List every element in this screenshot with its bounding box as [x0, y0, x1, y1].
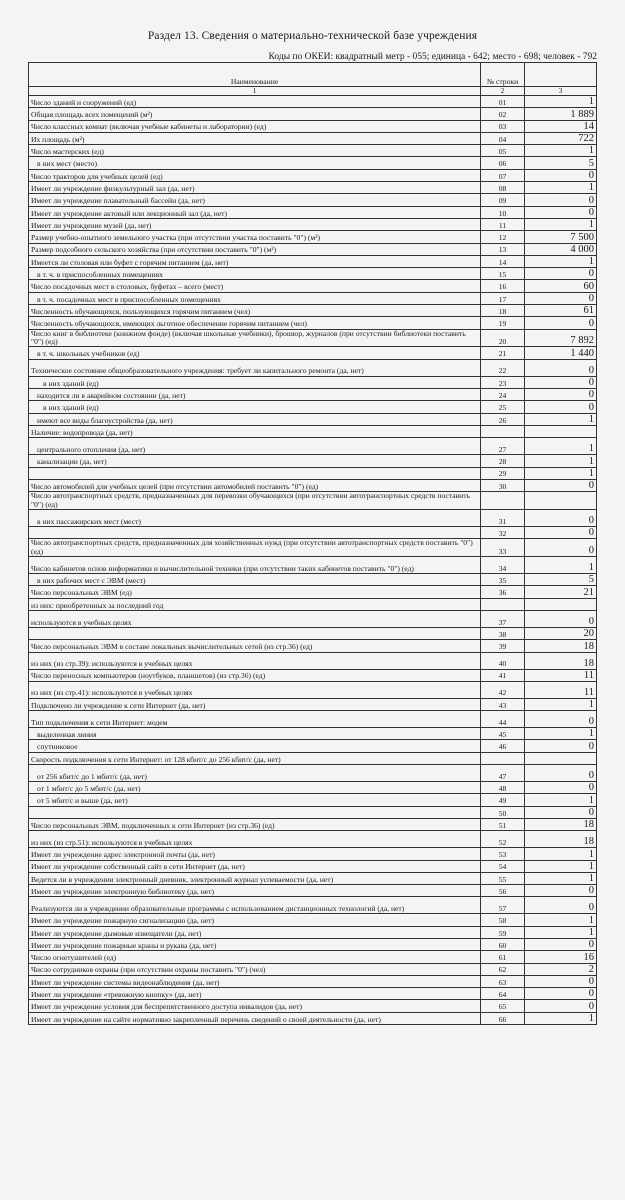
table-row — [29, 438, 597, 455]
row-value: 0 — [525, 206, 597, 218]
row-value: 0 — [525, 938, 597, 950]
column-number: 3 — [525, 87, 597, 96]
row-code: 01 — [481, 96, 525, 108]
table-row — [29, 280, 597, 292]
row-name: от 5 мбит/с и выше (да, нет) — [29, 794, 481, 806]
table-row — [29, 557, 597, 574]
row-name: Численность обучающихся, имеющих льготное обеспечение горячим питанием (чел) — [29, 317, 481, 329]
row-value: 722 — [525, 132, 597, 144]
table-row — [29, 255, 597, 267]
row-name: Имеет ли учреждение электронную библиотеку (да, нет) — [29, 885, 481, 897]
row-name: Имеется ли столовая или буфет с горячим питанием (да, нет) — [29, 255, 481, 267]
row-code: 66 — [481, 1012, 525, 1024]
row-code: 13 — [481, 243, 525, 255]
row-value: 1 — [525, 914, 597, 926]
row-name — [29, 526, 481, 538]
row-code: 40 — [481, 652, 525, 669]
row-name: Имеет ли учреждение условия для беспрепятственного доступа инвалидов (да, нет) — [29, 1000, 481, 1012]
row-name: Имеет ли учреждение собственный сайт в сети Интернет (да, нет) — [29, 860, 481, 872]
row-code: 38 — [481, 627, 525, 639]
row-value: 0 — [525, 317, 597, 329]
row-code: 29 — [481, 467, 525, 479]
row-value: 0 — [525, 885, 597, 897]
row-name: используются в учебных целях — [29, 610, 481, 627]
row-value: 0 — [525, 389, 597, 401]
row-code: 54 — [481, 860, 525, 872]
row-value: 11 — [525, 669, 597, 681]
row-code: 33 — [481, 539, 525, 557]
table-row — [29, 627, 597, 639]
row-value: 1 — [525, 794, 597, 806]
row-code: 62 — [481, 963, 525, 975]
row-code: 05 — [481, 145, 525, 157]
table-row — [29, 243, 597, 255]
row-code: 51 — [481, 818, 525, 830]
row-value: 18 — [525, 640, 597, 652]
table-row — [29, 359, 597, 376]
table-row — [29, 897, 597, 914]
table-row — [29, 711, 597, 728]
table-row — [29, 509, 597, 526]
column-numbers-row — [29, 87, 597, 96]
row-code: 58 — [481, 914, 525, 926]
row-value: 4 000 — [525, 243, 597, 255]
row-code: 53 — [481, 848, 525, 860]
table-row — [29, 467, 597, 479]
row-name: Имеет ли учреждение актовый или лекционный зал (да, нет) — [29, 206, 481, 218]
row-value — [525, 752, 597, 764]
table-row — [29, 96, 597, 108]
row-name: Скорость подключения к сети Интернет: от 128 кбит/с до 256 кбит/с (да, нет) — [29, 752, 481, 764]
table-row — [29, 794, 597, 806]
row-code: 32 — [481, 526, 525, 538]
row-value: 0 — [525, 169, 597, 181]
table-row — [29, 951, 597, 963]
table-row — [29, 157, 597, 169]
row-value: 0 — [525, 765, 597, 782]
row-code: 03 — [481, 120, 525, 132]
row-name: центрального отопления (да, нет) — [29, 438, 481, 455]
row-value: 1 — [525, 455, 597, 467]
row-value: 1 — [525, 145, 597, 157]
row-value: 0 — [525, 539, 597, 557]
row-value: 0 — [525, 897, 597, 914]
row-code: 39 — [481, 640, 525, 652]
row-code: 02 — [481, 108, 525, 120]
row-value: 0 — [525, 526, 597, 538]
row-name: Число посадочных мест в столовых, буфетах – всего (мест) — [29, 280, 481, 292]
row-code: 31 — [481, 509, 525, 526]
row-value: 0 — [525, 194, 597, 206]
row-code: 49 — [481, 794, 525, 806]
row-value: 0 — [525, 988, 597, 1000]
row-value: 5 — [525, 574, 597, 586]
row-value: 1 — [525, 848, 597, 860]
table-header-row — [29, 63, 597, 87]
table-row — [29, 574, 597, 586]
row-name: Размер подсобного сельского хозяйства (при отсутствии поставить "0") (м²) — [29, 243, 481, 255]
row-name: Число автомобилей для учебных целей (при отсутствии автомобилей поставить "0") (ед) — [29, 479, 481, 491]
table-row — [29, 669, 597, 681]
row-code: 30 — [481, 479, 525, 491]
row-code: 23 — [481, 376, 525, 388]
row-value — [525, 425, 597, 437]
row-value — [525, 598, 597, 610]
row-name: Число книг в библиотеке (книжном фонде) (включая школьные учебники), брошюр, журналов (при отсутствии библиотеки поставить "0") (ед) — [29, 329, 481, 347]
table-row — [29, 182, 597, 194]
row-code: 48 — [481, 782, 525, 794]
material-base-table — [28, 62, 597, 1025]
row-code: 65 — [481, 1000, 525, 1012]
row-name — [29, 627, 481, 639]
row-name: Число кабинетов основ информатики и вычислительной техники (при отсутствии таких кабинетов поставить "0") (ед) — [29, 557, 481, 574]
row-value: 1 — [525, 926, 597, 938]
table-row — [29, 740, 597, 752]
row-name: Имеет ли учреждение адрес электронной почты (да, нет) — [29, 848, 481, 860]
table-row — [29, 586, 597, 598]
column-number: 1 — [29, 87, 481, 96]
table-row — [29, 872, 597, 884]
row-code: 17 — [481, 292, 525, 304]
row-code: 34 — [481, 557, 525, 574]
row-name: Число персональных ЭВМ (ед) — [29, 586, 481, 598]
row-code: 09 — [481, 194, 525, 206]
row-value: 1 — [525, 255, 597, 267]
row-value: 1 — [525, 438, 597, 455]
row-name: в них зданий (ед) — [29, 401, 481, 413]
table-row — [29, 376, 597, 388]
row-code: 06 — [481, 157, 525, 169]
row-code: 15 — [481, 268, 525, 280]
row-code: 10 — [481, 206, 525, 218]
row-name: Имеет ли учреждение пожарную сигнализацию (да, нет) — [29, 914, 481, 926]
table-row — [29, 860, 597, 872]
table-row — [29, 963, 597, 975]
row-name: Имеет ли учреждение на сайте нормативно закрепленный перечень сведений о своей деятельности (да, нет) — [29, 1012, 481, 1024]
row-code: 04 — [481, 132, 525, 144]
table-row — [29, 1000, 597, 1012]
row-name: Число персональных ЭВМ, подключенных к сети Интернет (из стр.36) (ед) — [29, 818, 481, 830]
row-code: 19 — [481, 317, 525, 329]
table-row — [29, 169, 597, 181]
row-value: 0 — [525, 479, 597, 491]
row-value: 1 — [525, 467, 597, 479]
row-code: 44 — [481, 711, 525, 728]
table-row — [29, 652, 597, 669]
row-name — [29, 467, 481, 479]
row-name: Общая площадь всех помещений (м²) — [29, 108, 481, 120]
row-code — [481, 492, 525, 510]
row-code: 14 — [481, 255, 525, 267]
table-row — [29, 640, 597, 652]
row-value: 1 — [525, 872, 597, 884]
row-value: 1 — [525, 728, 597, 740]
row-name: находится ли в аварийном состоянии (да, нет) — [29, 389, 481, 401]
row-name: из них (из стр.51): используются в учебных целях — [29, 831, 481, 848]
row-value: 0 — [525, 376, 597, 388]
row-name: выделенная линия — [29, 728, 481, 740]
table-row — [29, 526, 597, 538]
row-value: 1 889 — [525, 108, 597, 120]
row-name: Техническое состояние общеобразовательного учреждения: требует ли капитального ремонта (да, нет) — [29, 359, 481, 376]
row-value: 0 — [525, 782, 597, 794]
table-row — [29, 938, 597, 950]
table-row — [29, 120, 597, 132]
row-code: 61 — [481, 951, 525, 963]
header-code: № строки — [481, 63, 525, 87]
row-name — [29, 806, 481, 818]
row-code: 25 — [481, 401, 525, 413]
row-code: 36 — [481, 586, 525, 598]
row-value: 0 — [525, 1000, 597, 1012]
row-value: 18 — [525, 652, 597, 669]
row-code: 57 — [481, 897, 525, 914]
row-name: в них пассажирских мест (мест) — [29, 509, 481, 526]
table-row — [29, 831, 597, 848]
row-code: 50 — [481, 806, 525, 818]
row-value: 20 — [525, 627, 597, 639]
row-value: 18 — [525, 818, 597, 830]
table-row — [29, 292, 597, 304]
row-name: Их площадь (м²) — [29, 132, 481, 144]
table-row — [29, 305, 597, 317]
row-code: 28 — [481, 455, 525, 467]
row-code — [481, 752, 525, 764]
section-title: Раздел 13. Сведения о материально-технической базе учреждения — [147, 30, 478, 42]
row-value: 0 — [525, 711, 597, 728]
row-value: 1 — [525, 557, 597, 574]
row-value: 0 — [525, 401, 597, 413]
row-value: 11 — [525, 681, 597, 698]
table-row — [29, 1012, 597, 1024]
table-row — [29, 425, 597, 437]
row-value: 0 — [525, 610, 597, 627]
row-name: канализации (да, нет) — [29, 455, 481, 467]
row-code: 55 — [481, 872, 525, 884]
row-code: 52 — [481, 831, 525, 848]
row-code: 26 — [481, 413, 525, 425]
row-name: в т. ч. посадочных мест в приспособленных помещениях — [29, 292, 481, 304]
row-name: Число мастерских (ед) — [29, 145, 481, 157]
row-code: 43 — [481, 698, 525, 710]
row-code: 59 — [481, 926, 525, 938]
table-row — [29, 218, 597, 230]
row-name: Число огнетушителей (ед) — [29, 951, 481, 963]
row-name: Число автотранспортных средств, предназначенных для хозяйственных нужд (при отсутствии автотранспортных средств поставить "0") (ед) — [29, 539, 481, 557]
row-value: 61 — [525, 305, 597, 317]
row-name: Имеет ли учреждение музей (да, нет) — [29, 218, 481, 230]
row-value: 0 — [525, 268, 597, 280]
table-row — [29, 206, 597, 218]
table-row — [29, 479, 597, 491]
table-row — [29, 975, 597, 987]
table-row — [29, 926, 597, 938]
row-code: 35 — [481, 574, 525, 586]
row-name: Число сотрудников охраны (при отсутствии охраны поставить "0") (чел) — [29, 963, 481, 975]
table-row — [29, 914, 597, 926]
table-row — [29, 598, 597, 610]
row-value — [525, 492, 597, 510]
row-name: Численность обучающихся, пользующихся горячим питанием (чел) — [29, 305, 481, 317]
table-row — [29, 698, 597, 710]
row-name: Имеет ли учреждение «тревожную кнопку» (да, нет) — [29, 988, 481, 1000]
row-value: 0 — [525, 740, 597, 752]
row-value: 1 440 — [525, 347, 597, 359]
row-value: 1 — [525, 182, 597, 194]
row-name: в т. ч. школьных учебников (ед) — [29, 347, 481, 359]
table-row — [29, 885, 597, 897]
table-row — [29, 752, 597, 764]
row-value: 7 892 — [525, 329, 597, 347]
row-code: 56 — [481, 885, 525, 897]
row-name: Наличие: водопровода (да, нет) — [29, 425, 481, 437]
table-row — [29, 108, 597, 120]
row-value: 1 — [525, 860, 597, 872]
row-code: 07 — [481, 169, 525, 181]
row-value: 16 — [525, 951, 597, 963]
table-row — [29, 765, 597, 782]
row-name: от 256 кбит/с до 1 мбит/с (да, нет) — [29, 765, 481, 782]
row-name: Число автотранспортных средств, предназначенных для перевозки обучающихся (при отсутствии автотранспортных средств поставить "0") (ед) — [29, 492, 481, 510]
row-name: Имеет ли учреждение системы видеонаблюдения (да, нет) — [29, 975, 481, 987]
table-row — [29, 132, 597, 144]
row-code: 63 — [481, 975, 525, 987]
table-row — [29, 492, 597, 510]
row-value: 14 — [525, 120, 597, 132]
row-value: 0 — [525, 975, 597, 987]
table-row — [29, 329, 597, 347]
row-name: Имеет ли учреждение пожарные краны и рукава (да, нет) — [29, 938, 481, 950]
row-name: Число персональных ЭВМ в составе локальных вычислительных сетей (из стр.36) (ед) — [29, 640, 481, 652]
row-name: в т. ч. в приспособленных помещениях — [29, 268, 481, 280]
row-code: 16 — [481, 280, 525, 292]
row-value: 1 — [525, 96, 597, 108]
row-code: 42 — [481, 681, 525, 698]
row-name: из них (из стр.39): используются в учебных целях — [29, 652, 481, 669]
row-code: 41 — [481, 669, 525, 681]
row-code: 11 — [481, 218, 525, 230]
row-name: в них зданий (ед) — [29, 376, 481, 388]
row-code: 24 — [481, 389, 525, 401]
row-value: 1 — [525, 218, 597, 230]
table-row — [29, 818, 597, 830]
row-code: 45 — [481, 728, 525, 740]
table-row — [29, 347, 597, 359]
row-name: Число зданий и сооружений (ед) — [29, 96, 481, 108]
table-row — [29, 389, 597, 401]
row-value: 18 — [525, 831, 597, 848]
header-value — [525, 63, 597, 87]
row-name: из них: приобретенных за последний год — [29, 598, 481, 610]
row-value: 21 — [525, 586, 597, 598]
row-name: в них рабочих мест с ЭВМ (мест) — [29, 574, 481, 586]
row-code — [481, 598, 525, 610]
row-value: 5 — [525, 157, 597, 169]
table-row — [29, 806, 597, 818]
row-value: 60 — [525, 280, 597, 292]
row-name: Ведется ли в учреждении электронный дневник, электронный журнал успеваемости (да, нет) — [29, 872, 481, 884]
row-code: 64 — [481, 988, 525, 1000]
row-name: спутниковое — [29, 740, 481, 752]
table-row — [29, 401, 597, 413]
table-row — [29, 268, 597, 280]
row-name: Число переносных компьютеров (ноутбуков, планшетов) (из стр.36) (ед) — [29, 669, 481, 681]
row-value: 0 — [525, 806, 597, 818]
row-name: Размер учебно-опытного земельного участка (при отсутствии участка поставить "0") (м²) — [29, 231, 481, 243]
column-number: 2 — [481, 87, 525, 96]
table-row — [29, 539, 597, 557]
row-code: 60 — [481, 938, 525, 950]
row-name: Имеет ли учреждение дымовые извещатели (да, нет) — [29, 926, 481, 938]
row-name: имеют все виды благоустройства (да, нет) — [29, 413, 481, 425]
row-name: Тип подключения к сети Интернет: модем — [29, 711, 481, 728]
row-code: 37 — [481, 610, 525, 627]
table-row — [29, 610, 597, 627]
row-name: от 1 мбит/с до 5 мбит/с (да, нет) — [29, 782, 481, 794]
row-name: из них (из стр.41): используются в учебных целях — [29, 681, 481, 698]
table-row — [29, 848, 597, 860]
table-row — [29, 988, 597, 1000]
table-row — [29, 317, 597, 329]
table-row — [29, 145, 597, 157]
row-value: 0 — [525, 509, 597, 526]
okei-codes: Коды по ОКЕИ: квадратный метр - 055; единица - 642; место - 698; человек - 792 — [268, 52, 597, 62]
row-value: 1 — [525, 413, 597, 425]
row-name: в них мест (место) — [29, 157, 481, 169]
row-value: 0 — [525, 359, 597, 376]
table-row — [29, 413, 597, 425]
row-value: 2 — [525, 963, 597, 975]
table-row — [29, 455, 597, 467]
row-name: Имеет ли учреждение плавательный бассейн (да, нет) — [29, 194, 481, 206]
row-code: 18 — [481, 305, 525, 317]
row-value: 1 — [525, 698, 597, 710]
row-code: 22 — [481, 359, 525, 376]
table-row — [29, 782, 597, 794]
row-code: 08 — [481, 182, 525, 194]
row-code: 12 — [481, 231, 525, 243]
row-name: Реализуются ли в учреждении образовательные программы с использованием дистанционных технологий (да, нет) — [29, 897, 481, 914]
header-name: Наименование — [29, 63, 481, 87]
row-value: 0 — [525, 292, 597, 304]
row-name: Число тракторов для учебных целей (ед) — [29, 169, 481, 181]
table-row — [29, 231, 597, 243]
row-code: 46 — [481, 740, 525, 752]
row-name: Число классных комнат (включая учебные кабинеты и лаборатории) (ед) — [29, 120, 481, 132]
row-code: 21 — [481, 347, 525, 359]
row-value: 7 500 — [525, 231, 597, 243]
row-code: 27 — [481, 438, 525, 455]
table-body — [29, 96, 597, 1025]
table-row — [29, 728, 597, 740]
row-code: 47 — [481, 765, 525, 782]
row-value: 1 — [525, 1012, 597, 1024]
row-code — [481, 425, 525, 437]
table-row — [29, 681, 597, 698]
table-row — [29, 194, 597, 206]
row-code: 20 — [481, 329, 525, 347]
row-name: Имеет ли учреждение физкультурный зал (да, нет) — [29, 182, 481, 194]
row-name: Подключено ли учреждение к сети Интернет (да, нет) — [29, 698, 481, 710]
